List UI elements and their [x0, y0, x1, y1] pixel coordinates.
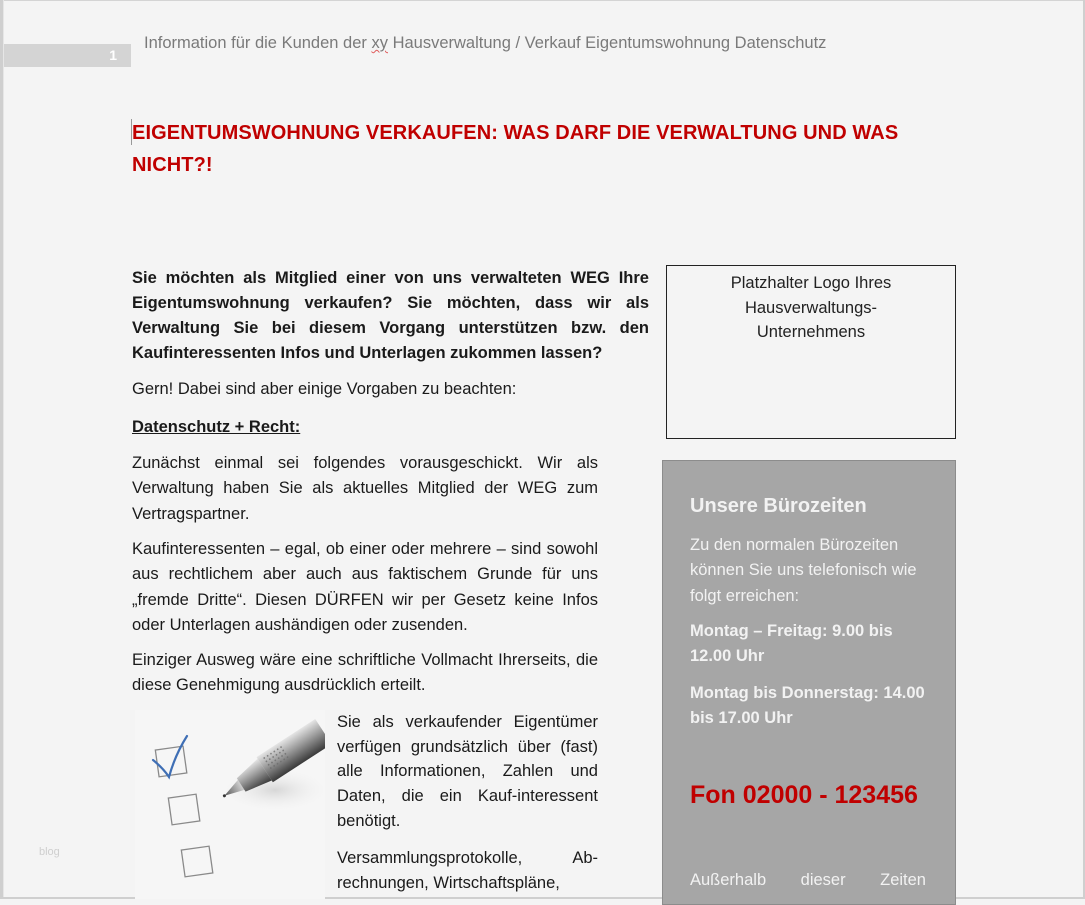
logo-placeholder-line-3: Unternehmens	[756, 323, 866, 341]
spellcheck-flagged-word[interactable]: xy	[371, 34, 388, 52]
intro-paragraph[interactable]: Sie möchten als Mitglied einer von uns verwalteten WEG Ihre Eigentumswohnung verkaufen? Sie möchten, dass wir als Verwaltung Sie bei diesem Vorgang unterstützen bzw. den Kaufinteressenten Infos und Unterlagen zukommen lassen?	[132, 269, 649, 362]
page-number: 1	[109, 47, 117, 63]
document-title[interactable]: EIGENTUMSWOHNUNG VERKAUFEN: WAS DARF DIE VERWALTUNG UND WAS NICHT?!	[132, 122, 899, 176]
logo-placeholder-line-1: Platzhalter Logo Ihres	[730, 274, 892, 292]
office-hours-outside-text: Außerhalb dieser Zeiten	[690, 871, 926, 889]
logo-placeholder-box[interactable]	[666, 265, 956, 439]
paragraph-vollmacht[interactable]: Einziger Ausweg wäre eine schriftliche Vollmacht Ihrerseits, die diese Genehmigung ausdrücklich erteilt.	[132, 651, 598, 695]
office-hours-intro: Zu den normalen Bürozeiten können Sie uns telefonisch wie folgt erreichen:	[690, 536, 917, 605]
checklist-pen-illustration[interactable]	[135, 710, 325, 899]
header-text-end: Hausverwaltung / Verkauf Eigentumswohnung Datenschutz	[387, 34, 827, 52]
paragraph-kaufinteressenten[interactable]: Kaufinteressenten – egal, ob einer oder mehrere – sind sowohl aus rechtlichem aber auch aus faktischem Grunde für uns „fremde Dritte“. Diesen DÜRFEN wir per Gesetz keine Infos oder Unterlagen aushändigen oder zusenden.	[132, 540, 598, 634]
page-header[interactable]	[144, 34, 826, 53]
paragraph-unterlagen-liste[interactable]: Versammlungsprotokolle, Ab-rechnungen, Wirtschaftspläne,	[337, 849, 598, 892]
gern-paragraph[interactable]: Gern! Dabei sind aber einige Vorgaben zu beachten:	[132, 380, 517, 398]
window-top-border	[0, 0, 1085, 1]
window-left-border	[0, 0, 4, 899]
page-number-bar	[4, 44, 131, 67]
header-text-start: Information für die Kunden der	[144, 34, 372, 52]
checklist-icon	[135, 710, 325, 899]
office-hours-box[interactable]	[662, 460, 956, 905]
logo-placeholder-line-2: Hausverwaltungs-	[744, 298, 878, 317]
office-hours-afternoon: Montag bis Donnerstag: 14.00 bis 17.00 Uhr	[690, 684, 925, 728]
office-hours-title: Unsere Bürozeiten	[690, 495, 867, 517]
section-heading-datenschutz[interactable]: Datenschutz + Recht:	[132, 418, 301, 436]
paragraph-eigentuemer-infos[interactable]: Sie als verkaufender Eigentümer verfügen grundsätzlich über (fast) alle Informationen, Zahlen und Daten, die ein Kauf-interessent benötigt.	[337, 713, 598, 830]
office-hours-weekday-morning: Montag – Freitag: 9.00 bis 12.00 Uhr	[690, 622, 893, 666]
phone-number: Fon 02000 - 123456	[690, 781, 918, 809]
watermark-text: blog	[39, 846, 60, 858]
paragraph-vertragspartner[interactable]: Zunächst einmal sei folgendes vorausgeschickt. Wir als Verwaltung haben Sie als aktuelles Mitglied der WEG zum Vertragspartner.	[132, 454, 598, 523]
